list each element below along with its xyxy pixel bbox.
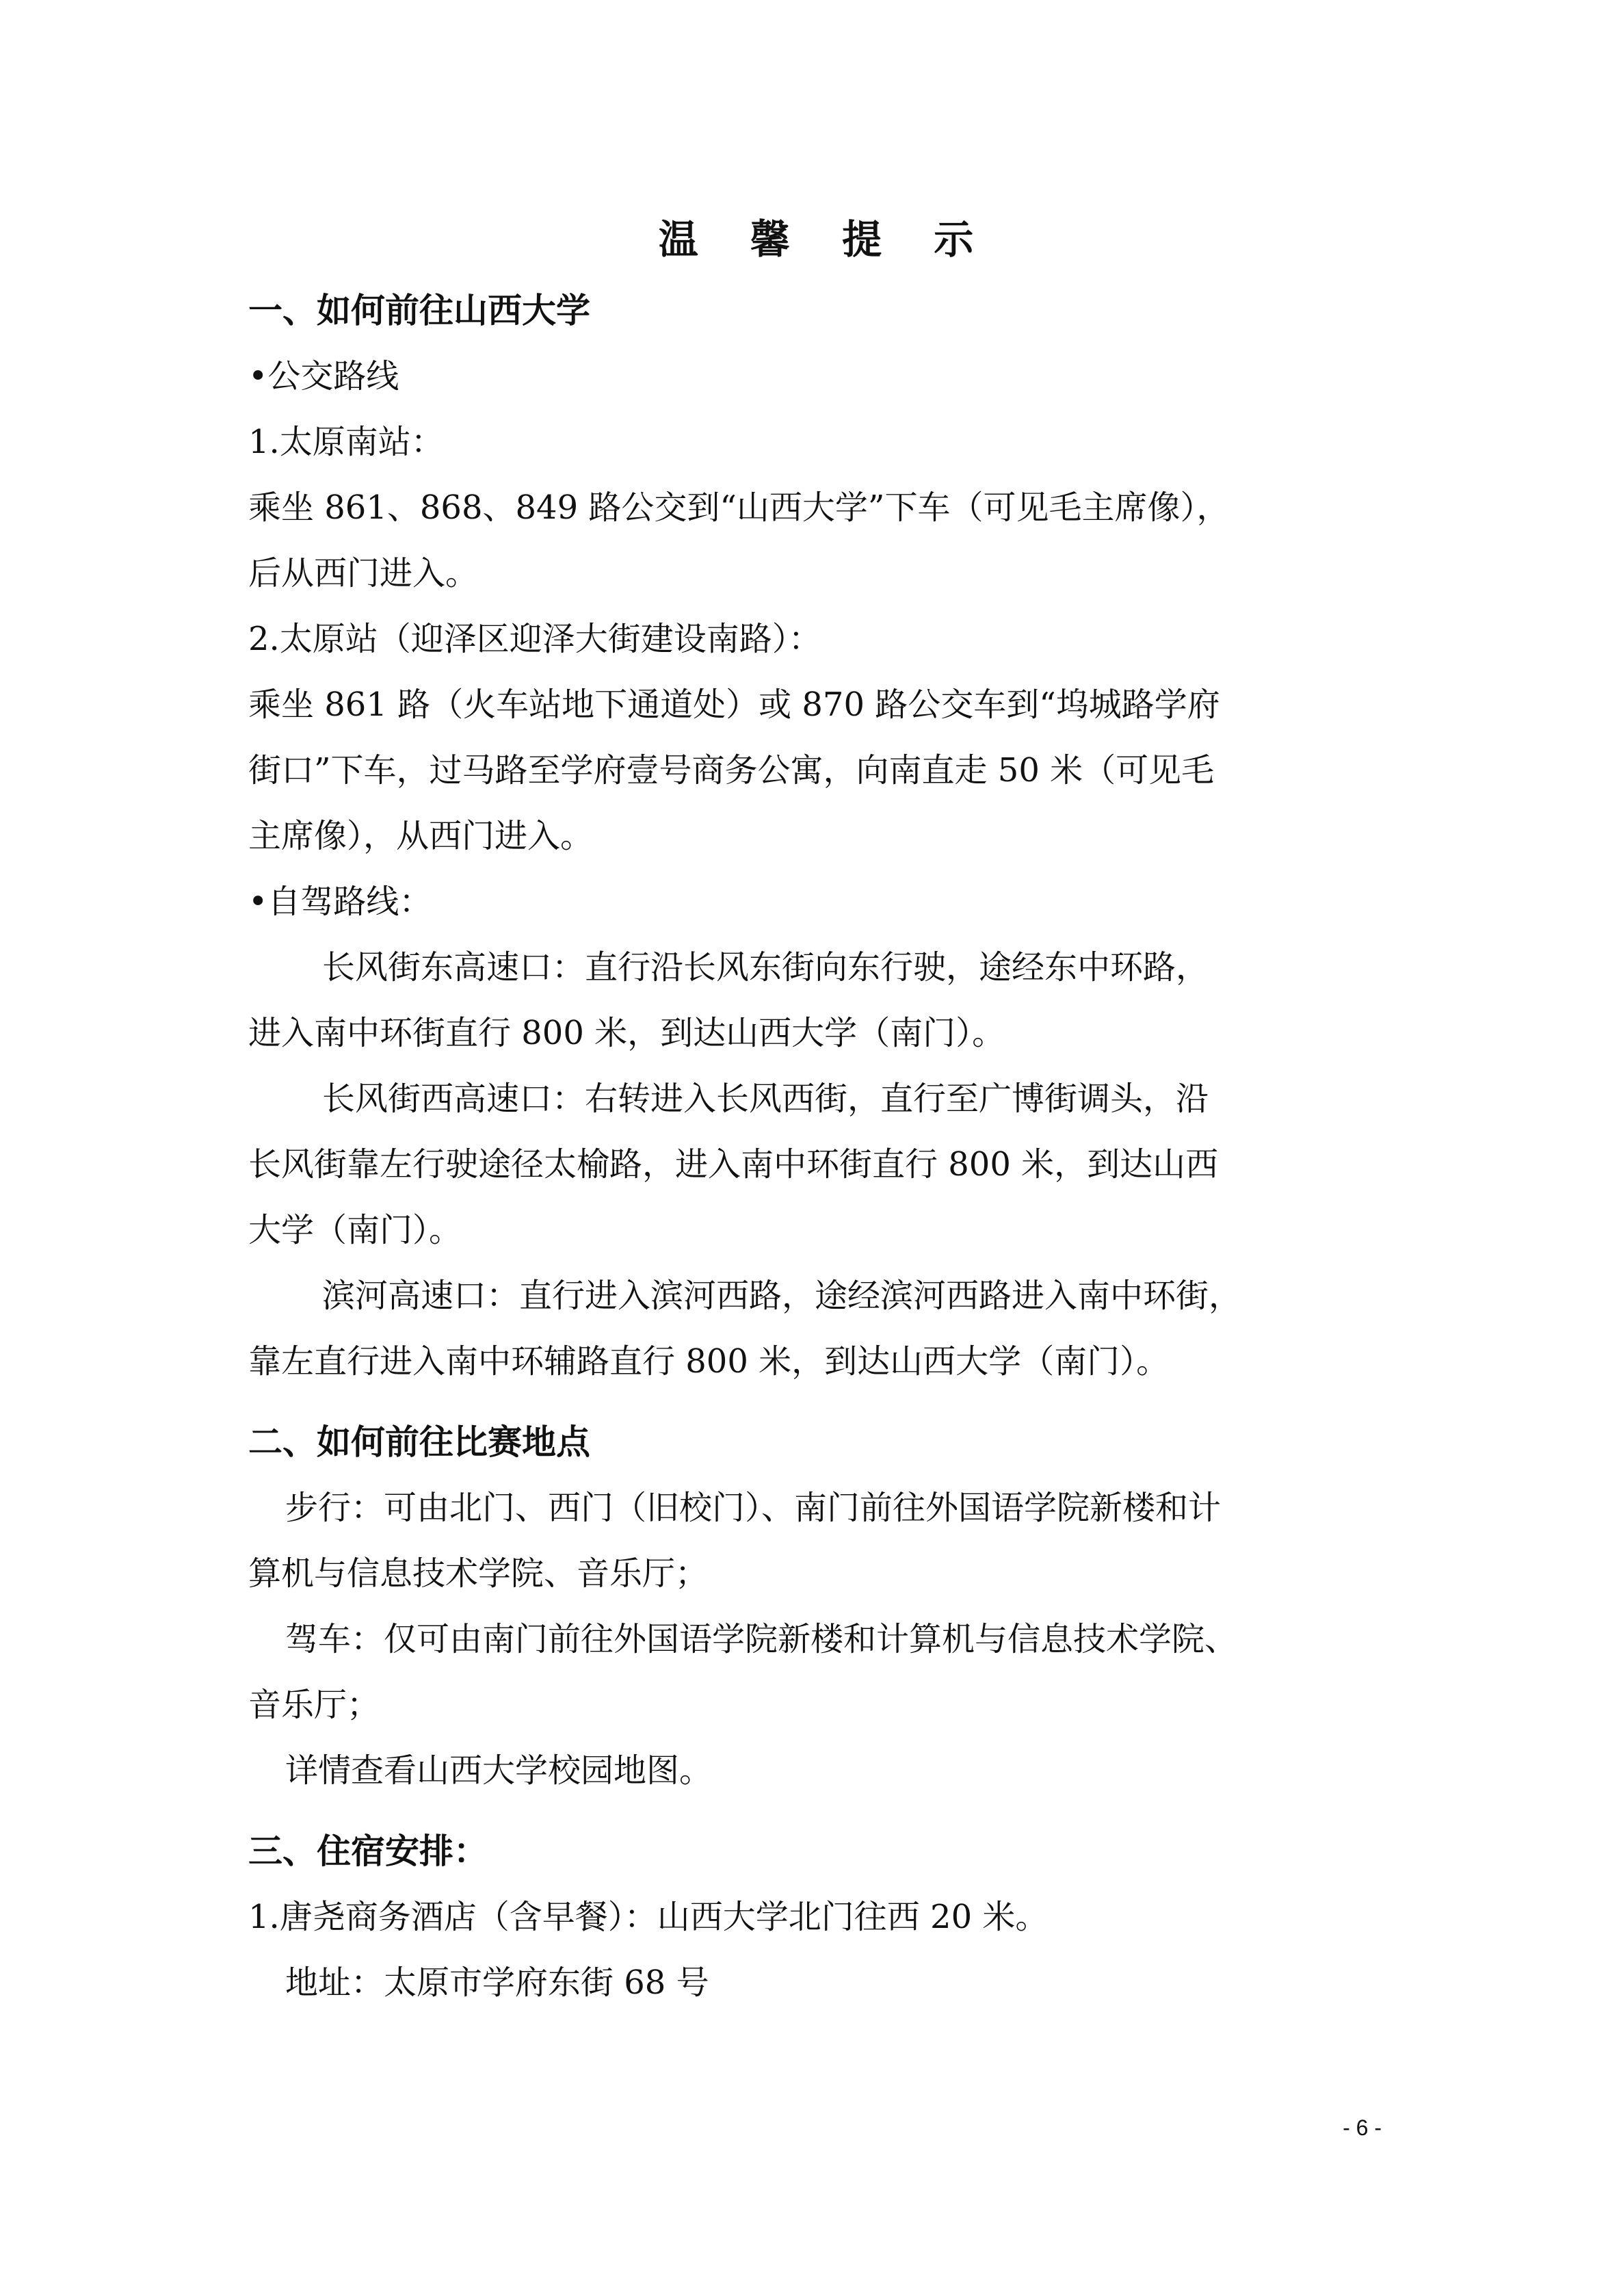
- campus-map-note: 详情查看山西大学校园地图。: [285, 1751, 713, 1790]
- drive-binhe-line: 滨河高速口：直行进入滨河西路，途经滨河西路进入南中环街，: [322, 1277, 1242, 1315]
- drive-venue-line: 驾车：仅可由南门前往外国语学院新楼和计算机与信息技术学院、: [285, 1620, 1238, 1658]
- page-number: - 6 -: [1343, 2115, 1382, 2140]
- section-heading-campus: 一、如何前往山西大学: [248, 291, 590, 330]
- hotel-entry: 1.唐尧商务酒店（含早餐）：山西大学北门往西 20 米。: [248, 1898, 1049, 1936]
- drive-east-line: 进入南中环街直行 800 米，到达山西大学（南门）。: [248, 1014, 1005, 1052]
- bus-route-heading: •公交路线: [248, 357, 399, 395]
- section-heading-lodging: 三、住宿安排：: [248, 1831, 488, 1871]
- drive-west-line: 长风街西高速口：右转进入长风西街，直行至广博街调头，沿: [322, 1080, 1209, 1118]
- walk-line: 算机与信息技术学院、音乐厅；: [248, 1554, 709, 1593]
- taiyuan-station-text-line: 乘坐 861 路（火车站地下通道处）或 870 路公交车到“坞城路学府: [248, 686, 1220, 724]
- taiyuan-station-text-line: 街口”下车，过马路至学府壹号商务公寓，向南直走 50 米（可见毛: [248, 751, 1215, 790]
- south-station-title: 1.太原南站：: [248, 423, 444, 461]
- drive-binhe-line: 靠左直行进入南中环辅路直行 800 米，到达山西大学（南门）。: [248, 1342, 1170, 1381]
- document-content: [248, 205, 1384, 2015]
- walk-line: 步行：可由北门、西门（旧校门）、南门前往外国语学院新楼和计: [285, 1489, 1222, 1527]
- south-station-text-line: 后从西门进入。: [248, 554, 479, 592]
- taiyuan-station-text-line: 主席像），从西门进入。: [248, 817, 594, 855]
- drive-route-heading: •自驾路线：: [248, 883, 432, 921]
- drive-east-line: 长风街东高速口：直行沿长风东街向东行驶，途经东中环路，: [322, 948, 1209, 987]
- drive-west-line: 长风街靠左行驶途径太榆路，进入南中环街直行 800 米，到达山西: [248, 1145, 1219, 1184]
- taiyuan-station-title: 2.太原站（迎泽区迎泽大街建设南路）：: [248, 620, 821, 658]
- page-title: 温 馨 提 示: [658, 216, 993, 263]
- section-heading-venue: 二、如何前往比赛地点: [248, 1422, 590, 1462]
- hotel-address: 地址：太原市学府东街 68 号: [285, 1964, 709, 2002]
- south-station-text-line: 乘坐 861、868、849 路公交到“山西大学”下车（可见毛主席像），: [248, 488, 1230, 527]
- drive-venue-line: 音乐厅；: [248, 1686, 380, 1724]
- drive-west-line: 大学（南门）。: [248, 1211, 462, 1249]
